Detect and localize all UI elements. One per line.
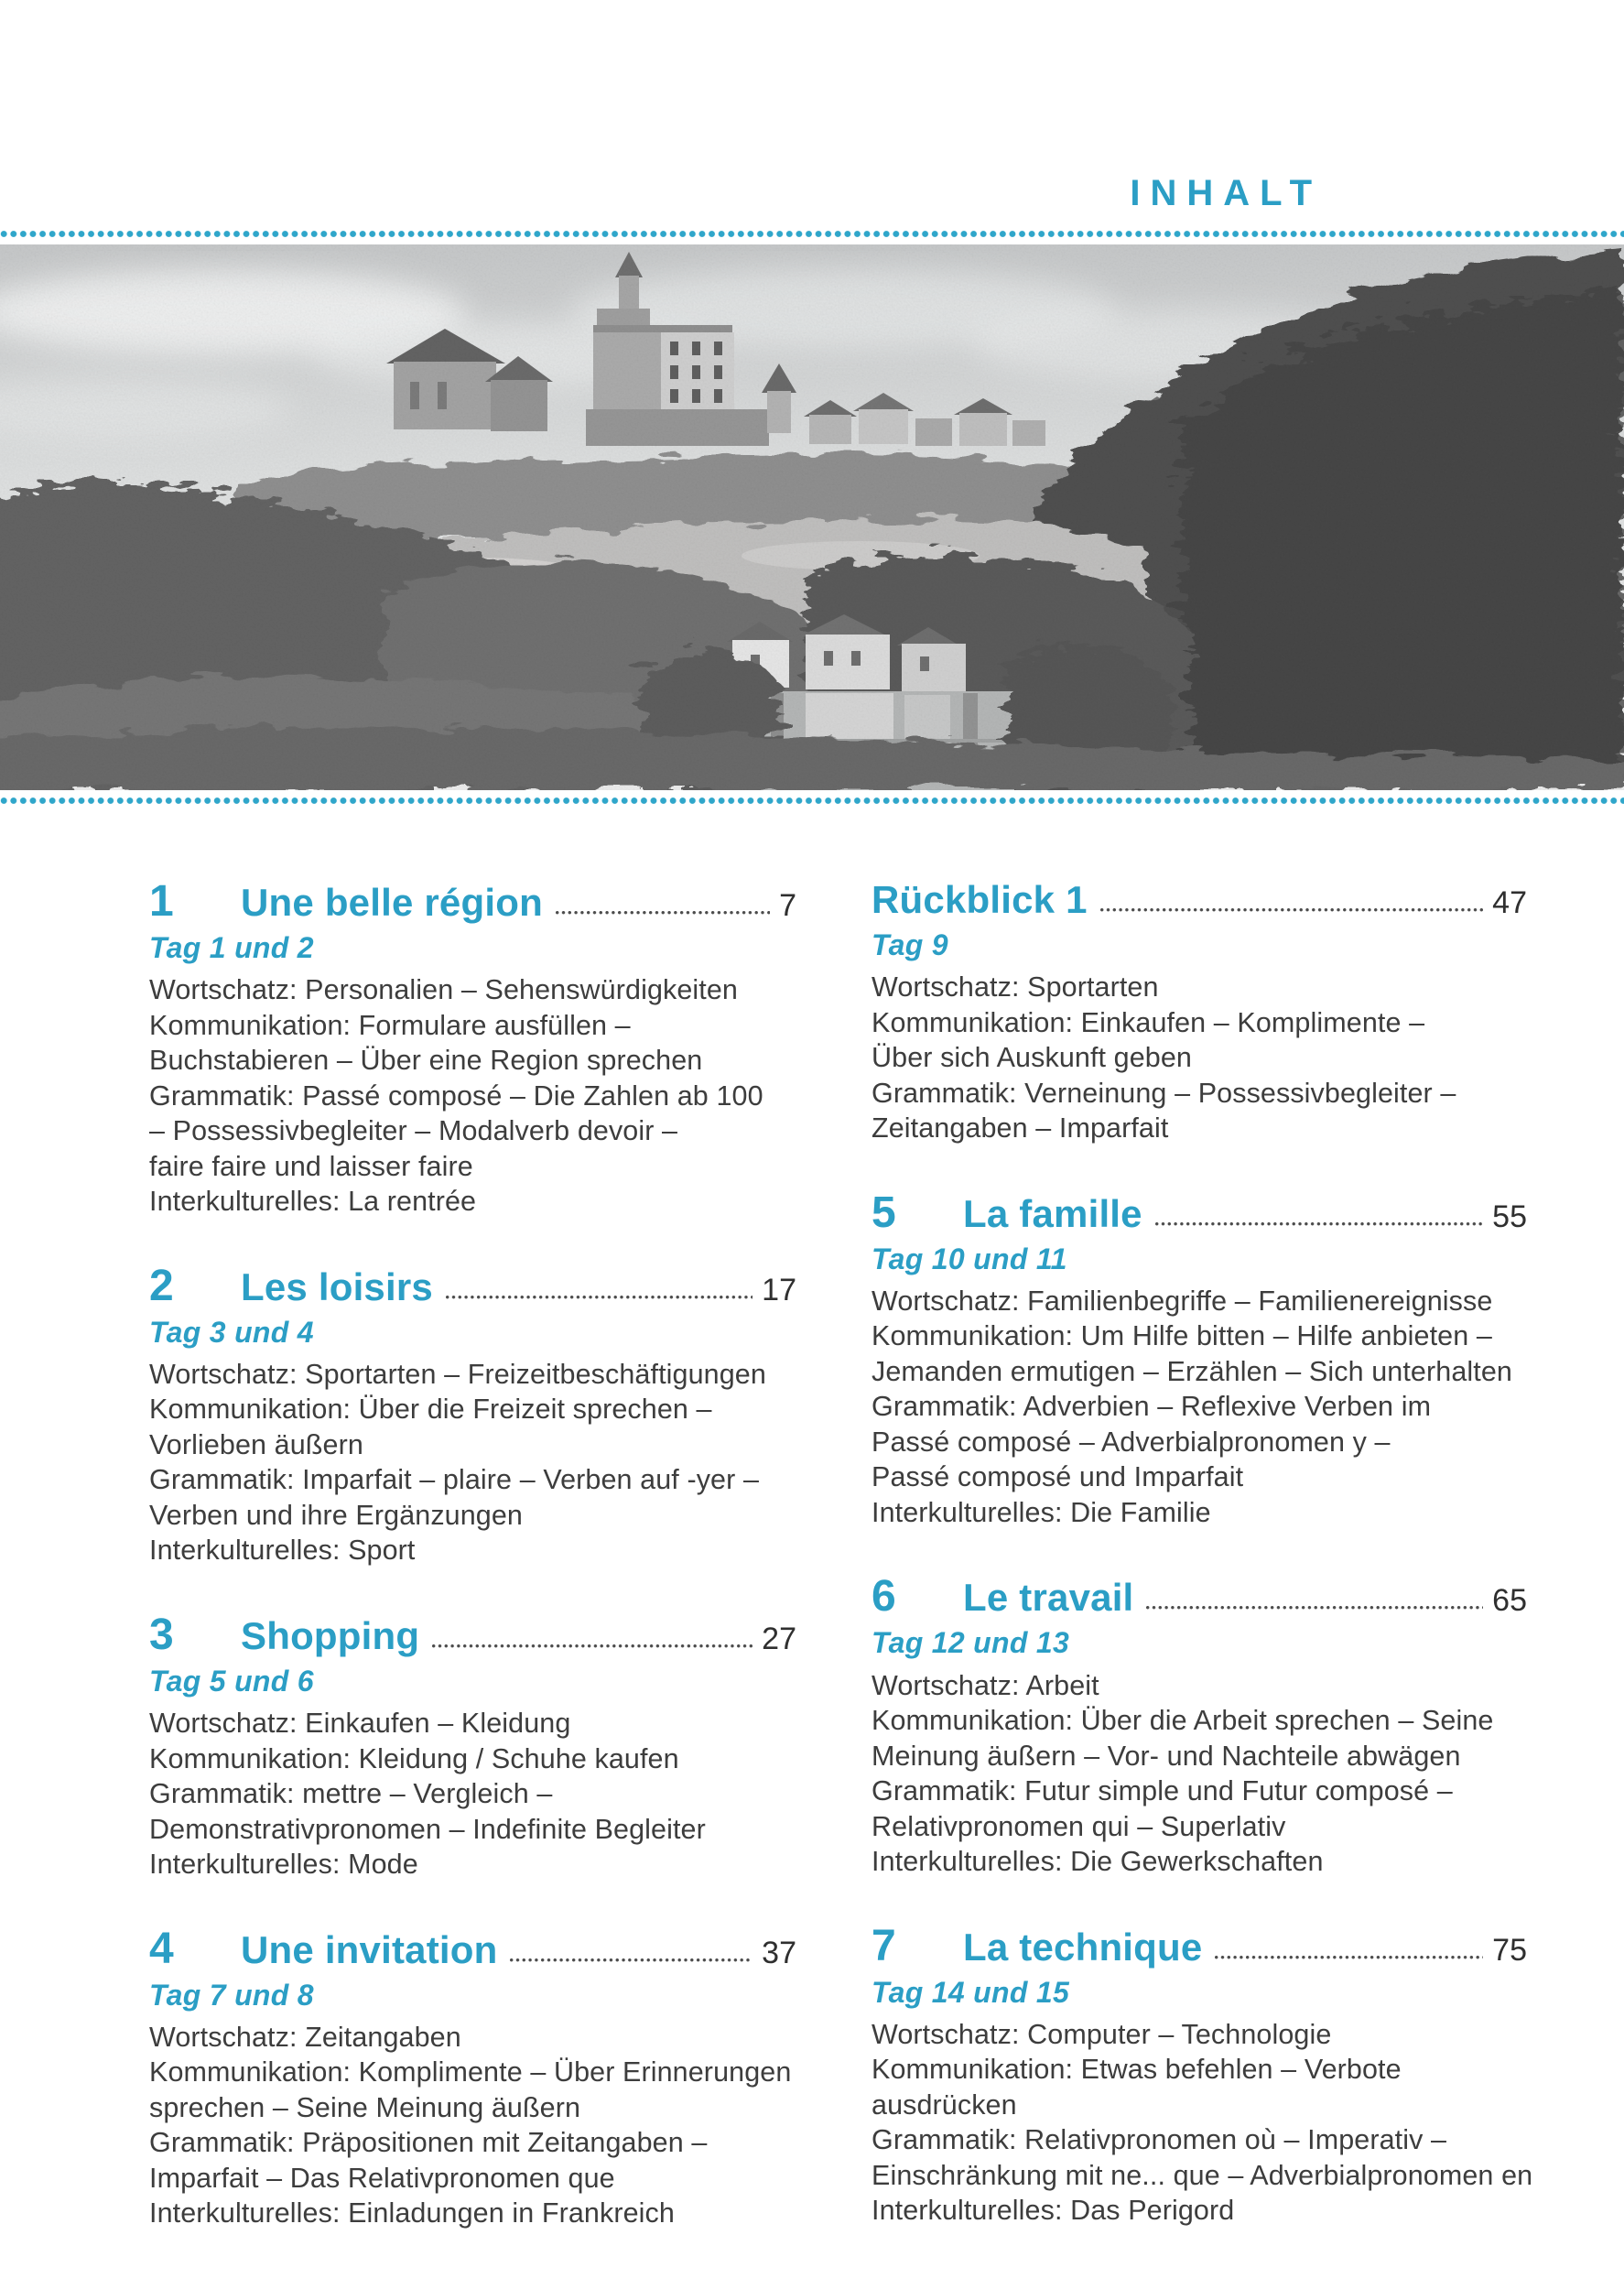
description-line: – Possessivbegleiter – Modalverb devoir – xyxy=(149,1115,678,1147)
dotted-leader xyxy=(1155,1222,1483,1227)
landscape-photo-svg xyxy=(0,244,1624,790)
toc-column-right xyxy=(872,878,1533,2276)
chapter-page-number[interactable]: 7 xyxy=(779,888,796,923)
toc-chapter xyxy=(149,1924,796,2231)
chapter-page-number[interactable]: 37 xyxy=(762,1935,796,1970)
description-line: Einschränkung mit ne... que – Adverbialpronomen en xyxy=(872,2159,1533,2191)
chapter-day-range: Tag 14 und 15 xyxy=(872,1975,1070,2009)
description-line: Wortschatz: Sportarten – Freizeitbeschäftigungen xyxy=(149,1358,766,1390)
chapter-title-link[interactable]: La famille xyxy=(963,1191,1142,1235)
description-line: Interkulturelles: Mode xyxy=(149,1849,418,1881)
chapter-heading-row xyxy=(149,877,796,926)
chapter-heading-row xyxy=(872,1921,1527,1970)
dotted-leader xyxy=(1100,908,1484,913)
dotted-leader xyxy=(510,1958,752,1963)
dotted-leader xyxy=(1146,1606,1483,1611)
description-line: Interkulturelles: Sport xyxy=(149,1535,416,1567)
film-grain-overlay xyxy=(0,244,1624,790)
chapter-heading-row xyxy=(872,1188,1527,1237)
chapter-description xyxy=(872,2017,1533,2229)
description-line: Demonstrativpronomen – Indefinite Begleiter xyxy=(149,1813,706,1845)
chapter-title-link[interactable]: Shopping xyxy=(241,1613,420,1657)
description-line: Grammatik: Futur simple und Futur composé – xyxy=(872,1775,1453,1807)
chapter-day-range: Tag 10 und 11 xyxy=(872,1242,1067,1275)
description-line: Passé composé und Imparfait xyxy=(872,1461,1244,1493)
chapter-day-range: Tag 1 und 2 xyxy=(149,931,314,964)
description-line: Interkulturelles: La rentrée xyxy=(149,1186,477,1218)
chapter-number: 3 xyxy=(149,1610,174,1659)
description-line: Grammatik: Präpositionen mit Zeitangaben – xyxy=(149,2127,708,2159)
landscape-photo xyxy=(0,244,1624,790)
chapter-description xyxy=(149,1706,796,1882)
description-line: Wortschatz: Zeitangaben xyxy=(149,2021,461,2053)
description-line: faire faire und laisser faire xyxy=(149,1150,473,1182)
chapter-title-link[interactable]: Rückblick 1 xyxy=(872,878,1088,921)
chapter-title-link[interactable]: Le travail xyxy=(963,1576,1134,1620)
chapter-heading-row xyxy=(149,1924,796,1973)
toc-chapter xyxy=(872,880,1527,1146)
chapter-title-link[interactable]: Une belle région xyxy=(241,881,543,924)
description-line: Verben und ihre Ergänzungen xyxy=(149,1499,523,1531)
chapter-title-link[interactable]: Les loisirs xyxy=(241,1264,433,1308)
chapter-number: 2 xyxy=(149,1261,174,1310)
description-line: Kommunikation: Komplimente – Über Erinnerungen xyxy=(149,2056,792,2088)
description-line: Buchstabieren – Über eine Region sprechen xyxy=(149,1045,703,1077)
description-line: Grammatik: Relativpronomen où – Imperativ – xyxy=(872,2124,1447,2156)
chapter-number: 5 xyxy=(872,1188,896,1237)
description-line: Vorlieben äußern xyxy=(149,1428,363,1460)
description-line: Wortschatz: Personalien – Sehenswürdigkeiten xyxy=(149,974,738,1006)
description-line: Jemanden ermutigen – Erzählen – Sich unterhalten xyxy=(872,1355,1512,1387)
chapter-page-number[interactable]: 75 xyxy=(1492,1932,1527,1968)
chapter-day-range: Tag 3 und 4 xyxy=(149,1315,314,1349)
chapter-number: 4 xyxy=(149,1924,174,1973)
description-line: Grammatik: Imparfait – plaire – Verben auf -yer – xyxy=(149,1464,760,1496)
chapter-day-range: Tag 7 und 8 xyxy=(149,1978,314,2012)
dotted-separator-top xyxy=(0,230,1624,238)
chapter-page-number[interactable]: 27 xyxy=(762,1621,796,1656)
description-line: Kommunikation: Einkaufen – Komplimente – xyxy=(872,1006,1425,1038)
description-line: sprechen – Seine Meinung äußern xyxy=(149,2091,581,2123)
description-line: Grammatik: Passé composé – Die Zahlen ab 100 xyxy=(149,1079,763,1112)
chapter-heading-row xyxy=(149,1261,796,1310)
description-line: Kommunikation: Kleidung / Schuhe kaufen xyxy=(149,1742,679,1774)
toc-chapter xyxy=(149,1610,796,1882)
description-line: Interkulturelles: Das Perigord xyxy=(872,2195,1235,2227)
chapter-heading-row xyxy=(149,1610,796,1659)
description-line: Kommunikation: Formulare ausfüllen – xyxy=(149,1009,631,1041)
description-line: Interkulturelles: Die Gewerkschaften xyxy=(872,1846,1324,1878)
chapter-description xyxy=(872,970,1527,1146)
description-line: Interkulturelles: Einladungen in Frankreich xyxy=(149,2197,675,2229)
chapter-day-range: Tag 9 xyxy=(872,928,948,961)
description-line: Kommunikation: Etwas befehlen – Verbote xyxy=(872,2054,1402,2086)
description-line: Wortschatz: Sportarten xyxy=(872,971,1159,1003)
chapter-description xyxy=(872,1668,1527,1880)
description-line: Wortschatz: Familienbegriffe – Familienereignisse xyxy=(872,1285,1493,1317)
chapter-day-range: Tag 5 und 6 xyxy=(149,1664,314,1698)
description-line: Meinung äußern – Vor- und Nachteile abwägen xyxy=(872,1740,1461,1772)
dotted-leader xyxy=(446,1296,752,1300)
chapter-description xyxy=(872,1284,1527,1531)
description-line: Grammatik: Adverbien – Reflexive Verben im xyxy=(872,1391,1432,1423)
chapter-page-number[interactable]: 47 xyxy=(1492,885,1527,920)
chapter-title-link[interactable]: Une invitation xyxy=(241,1927,498,1971)
toc-chapter xyxy=(149,1261,796,1568)
description-line: Imparfait – Das Relativpronomen que xyxy=(149,2162,615,2194)
page-title: INHALT xyxy=(1130,173,1322,213)
chapter-number: 1 xyxy=(149,877,174,926)
description-line: Grammatik: Verneinung – Possessivbegleiter – xyxy=(872,1077,1456,1109)
description-line: Über sich Auskunft geben xyxy=(872,1042,1192,1074)
dotted-leader xyxy=(1215,1956,1483,1960)
toc-column-left xyxy=(149,877,796,2276)
dotted-separator-bottom xyxy=(0,797,1624,805)
chapter-number: 7 xyxy=(872,1921,896,1970)
dotted-leader xyxy=(432,1644,752,1649)
description-line: Kommunikation: Über die Freizeit sprechen – xyxy=(149,1394,712,1426)
chapter-title-link[interactable]: La technique xyxy=(963,1925,1203,1969)
description-line: Zeitangaben – Imparfait xyxy=(872,1112,1169,1144)
toc-chapter xyxy=(872,1188,1527,1531)
description-line: Interkulturelles: Die Familie xyxy=(872,1496,1211,1528)
chapter-page-number[interactable]: 65 xyxy=(1492,1583,1527,1619)
chapter-description xyxy=(149,2020,796,2231)
dotted-leader xyxy=(556,911,770,916)
chapter-heading-row xyxy=(872,1572,1527,1622)
toc-chapter xyxy=(149,877,796,1220)
toc-chapter xyxy=(872,1572,1527,1879)
description-line: ausdrücken xyxy=(872,2088,1017,2121)
chapter-heading-row xyxy=(872,880,1527,921)
description-line: Wortschatz: Arbeit xyxy=(872,1669,1099,1701)
description-line: Wortschatz: Computer – Technologie xyxy=(872,2018,1332,2050)
chapter-day-range: Tag 12 und 13 xyxy=(872,1626,1070,1660)
chapter-page-number[interactable]: 17 xyxy=(762,1272,796,1307)
description-line: Wortschatz: Einkaufen – Kleidung xyxy=(149,1708,571,1740)
description-line: Passé composé – Adverbialpronomen y – xyxy=(872,1426,1391,1458)
chapter-page-number[interactable]: 55 xyxy=(1492,1199,1527,1234)
description-line: Kommunikation: Über die Arbeit sprechen – Seine xyxy=(872,1705,1494,1737)
chapter-description xyxy=(149,1357,796,1568)
chapter-description xyxy=(149,972,796,1220)
chapter-number: 6 xyxy=(872,1572,896,1622)
description-line: Kommunikation: Um Hilfe bitten – Hilfe anbieten – xyxy=(872,1320,1492,1352)
toc-chapter xyxy=(872,1921,1533,2229)
description-line: Relativpronomen qui – Superlativ xyxy=(872,1810,1286,1842)
description-line: Grammatik: mettre – Vergleich – xyxy=(149,1778,553,1810)
table-of-contents xyxy=(0,805,1624,2276)
